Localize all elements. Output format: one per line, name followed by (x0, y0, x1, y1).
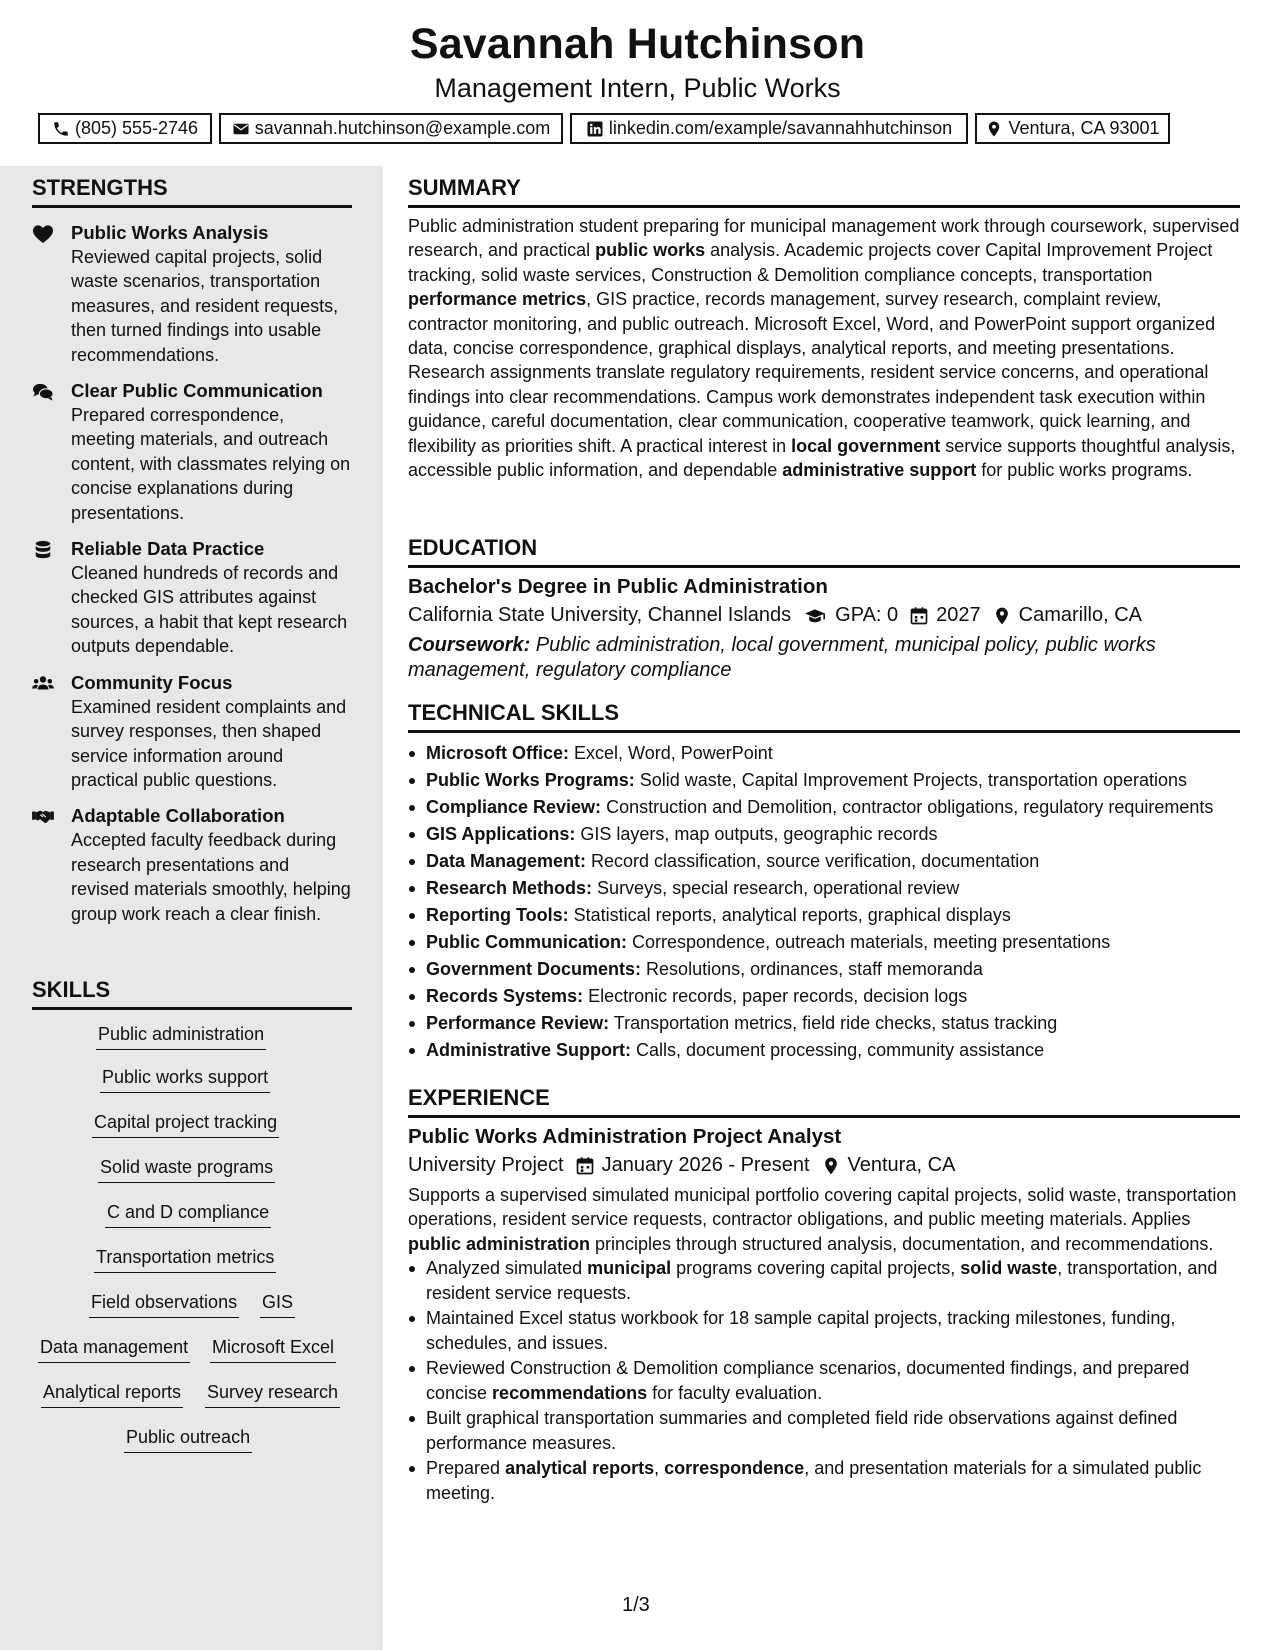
skill-values: Electronic records, paper records, decision logs (583, 986, 968, 1006)
skill-tag: Transportation metrics (94, 1247, 276, 1273)
text-run: , (654, 1458, 665, 1479)
coursework-label: Coursework: (408, 634, 531, 656)
skill-tag: Solid waste programs (98, 1157, 275, 1183)
summary-text (408, 214, 1240, 482)
technical-skill-item (408, 849, 1240, 873)
summary-heading: SUMMARY (408, 175, 1240, 208)
text-run: principles through structured analysis, documentation, and recommendations. (590, 1233, 1214, 1254)
job-location: Ventura, CA (847, 1154, 956, 1176)
strength-title: Adaptable Collaboration (71, 805, 285, 827)
text-run: for public works programs. (976, 460, 1193, 481)
strength-description: Cleaned hundreds of records and checked GIS attributes against sources, a habit that kept research outputs dependable. (71, 563, 348, 657)
skill-values: Transportation metrics, field ride checks, status tracking (609, 1013, 1058, 1033)
skills-section (32, 977, 352, 1010)
map-pin-icon (821, 1156, 841, 1176)
strength-item (32, 671, 352, 793)
linkedin-contact[interactable] (570, 113, 968, 144)
skill-tag: Public administration (96, 1024, 266, 1050)
candidate-title: Management Intern, Public Works (434, 73, 841, 103)
strength-description: Reviewed capital projects, solid waste scenarios, transportation measures, and resident requests, then turned findings into usable recommendations. (71, 247, 339, 365)
skill-values: Resolutions, ordinances, staff memoranda (641, 959, 983, 979)
skill-category: Records Systems: (426, 986, 584, 1006)
envelope-icon (232, 120, 250, 138)
technical-skill-item (408, 957, 1240, 981)
skill-values: Statistical reports, analytical reports, graphical displays (568, 905, 1011, 925)
text-run: for faculty evaluation. (647, 1382, 823, 1403)
technical-skill-item (408, 1011, 1240, 1035)
skill-values: Calls, document processing, community assistance (631, 1040, 1045, 1060)
coursework (408, 633, 1240, 682)
graduation-cap-icon (802, 606, 828, 626)
linkedin-icon (586, 120, 604, 138)
text-run: , transportation, and resident service requests. (426, 1258, 1218, 1303)
skill-category: Public Works Programs: (426, 770, 635, 790)
users-icon (32, 674, 54, 694)
technical-skills-heading: TECHNICAL SKILLS (408, 700, 1240, 733)
skill-values: Construction and Demolition, contractor obligations, regulatory requirements (601, 797, 1214, 817)
strength-title: Public Works Analysis (71, 222, 269, 243)
technical-skills-list (408, 741, 1240, 1062)
skill-category: GIS Applications: (426, 824, 576, 844)
phone-icon (52, 120, 70, 138)
bold-keyword: local government (791, 435, 941, 456)
comments-icon (32, 382, 54, 402)
technical-skill-item (408, 1038, 1240, 1062)
skill-tag: GIS (260, 1292, 295, 1318)
linkedin-text: linkedin.com/example/savannahhutchinson (608, 118, 953, 138)
strength-item (32, 804, 352, 926)
job-dates: January 2026 - Present (601, 1154, 810, 1176)
skill-values: Excel, Word, PowerPoint (569, 743, 773, 763)
technical-skill-item (408, 822, 1240, 846)
skill-values: Solid waste, Capital Improvement Projects, transportation operations (634, 770, 1188, 790)
skills-heading: SKILLS (32, 977, 352, 1010)
technical-skill-item (408, 984, 1240, 1008)
skill-values: Surveys, special research, operational review (592, 878, 960, 898)
skill-tag: Analytical reports (41, 1382, 183, 1408)
skill-tag: Public works support (100, 1067, 270, 1093)
experience-bullet (408, 1256, 1240, 1305)
page-number: 1/3 (622, 1594, 650, 1616)
experience-section (408, 1085, 1240, 1506)
strength-title: Community Focus (71, 671, 233, 693)
strengths-section (32, 175, 352, 926)
email-text: savannah.hutchinson@example.com (254, 118, 551, 138)
technical-skill-item (408, 930, 1240, 954)
location-text: Ventura, CA 93001 (1008, 118, 1160, 138)
education-section (408, 535, 1240, 682)
text-run: service supports thoughtful analysis, accessible public information, and dependable (408, 435, 1236, 481)
bold-keyword: public administration (408, 1233, 591, 1254)
gpa-value: GPA: 0 (835, 604, 899, 626)
strength-title: Reliable Data Practice (71, 538, 265, 560)
skill-tag: Field observations (89, 1292, 239, 1318)
skill-category: Reporting Tools: (426, 905, 569, 925)
graduation-year: 2027 (936, 604, 981, 626)
heart-icon (32, 224, 54, 244)
technical-skill-item (408, 876, 1240, 900)
experience-meta (408, 1154, 1240, 1177)
candidate-name: Savannah Hutchinson (409, 20, 866, 68)
school-location: Camarillo, CA (1018, 604, 1143, 626)
text-run: Supports a supervised simulated municipal portfolio covering capital projects, solid waste, transportation operations, resident service requests, contractor obligations, and public meeting materials. Applies (408, 1185, 1237, 1230)
bold-keyword: solid waste (960, 1258, 1058, 1279)
job-title: Public Works Administration Project Analyst (408, 1125, 842, 1148)
resume-header (0, 0, 1275, 166)
email-contact[interactable] (219, 113, 563, 144)
bold-keyword: analytical reports (505, 1458, 655, 1479)
skill-values: Record classification, source verification, documentation (586, 851, 1040, 871)
skill-category: Government Documents: (426, 959, 642, 979)
text-run: Maintained Excel status workbook for 18 sample capital projects, tracking milestones, funding, schedules, and issues. (426, 1308, 1176, 1353)
skill-tag: Capital project tracking (92, 1112, 279, 1138)
technical-skill-item (408, 741, 1240, 765)
bold-keyword: municipal (587, 1258, 672, 1279)
technical-skills-section (408, 700, 1240, 1065)
skill-values: Correspondence, outreach materials, meeting presentations (627, 932, 1111, 952)
sidebar (0, 166, 383, 1650)
skill-category: Public Communication: (426, 932, 628, 952)
bold-keyword: performance metrics (408, 289, 587, 310)
skill-tag: C and D compliance (105, 1202, 271, 1228)
experience-heading: EXPERIENCE (408, 1085, 1240, 1118)
text-run: Built graphical transportation summaries and completed field ride observations against defined performance measures. (426, 1408, 1178, 1453)
bold-keyword: administrative support (782, 460, 977, 481)
skill-category: Microsoft Office: (426, 743, 570, 763)
skill-category: Data Management: (426, 851, 587, 871)
text-run: , and presentation materials for a simulated public meeting. (426, 1458, 1202, 1503)
summary-section (408, 175, 1240, 482)
skill-tag: Microsoft Excel (210, 1337, 336, 1363)
strength-description: Examined resident complaints and survey responses, then shaped service information around practical public questions. (71, 696, 347, 790)
skill-tag: Public outreach (124, 1427, 252, 1453)
technical-skill-item (408, 795, 1240, 819)
skill-category: Research Methods: (426, 878, 593, 898)
organization: University Project (408, 1154, 564, 1176)
location-contact (975, 113, 1170, 144)
coursework-list: Public administration, local government, municipal policy, public works management, regulatory compliance (408, 634, 1156, 681)
calendar-icon (575, 1156, 595, 1176)
text-run: Public administration student preparing for municipal management work through coursework, supervised research, and practical (408, 216, 1240, 261)
strength-item (32, 537, 352, 659)
text-run: Prepared (426, 1458, 506, 1479)
skill-category: Compliance Review: (426, 797, 602, 817)
text-run: analysis. Academic projects cover Capital Improvement Project tracking, solid waste services, Construction & Demolition compliance concepts, transportation (408, 240, 1213, 285)
skill-tag: Survey research (205, 1382, 340, 1408)
phone-contact[interactable] (38, 113, 212, 144)
strength-description: Accepted faculty feedback during research presentations and revised materials smoothly, helping group work reach a clear finish. (71, 830, 351, 924)
experience-bullet (408, 1356, 1240, 1405)
education-heading: EDUCATION (408, 535, 1240, 568)
skill-values: GIS layers, map outputs, geographic records (575, 824, 938, 844)
technical-skill-item (408, 768, 1240, 792)
experience-intro (408, 1183, 1240, 1256)
degree-title: Bachelor's Degree in Public Administration (408, 575, 828, 598)
text-run: , GIS practice, records management, survey research, complaint review, contractor monitoring, and public outreach. Microsoft Excel, Word, and PowerPoint support organized data, concise correspondence, graphical displays, analytical reports, and meeting presentations. Research assignments translate regulatory requirements, resident service concerns, and operational findings into clear recommendations. Campus work demonstrates independent task execution within guidance, careful documentation, clear communication, cooperative teamwork, quick learning, and flexibility as priorities shift. A practical interest in (408, 289, 1216, 456)
strength-item (32, 379, 352, 525)
text-run: Reviewed Construction & Demolition compliance scenarios, documented findings, and prepared concise (426, 1358, 1190, 1403)
bold-keyword: recommendations (492, 1382, 648, 1403)
phone-text: (805) 555-2746 (74, 118, 199, 138)
text-run: programs covering capital projects, (671, 1258, 961, 1279)
education-meta (408, 604, 1240, 627)
handshake-icon (32, 807, 54, 827)
experience-bullet (408, 1306, 1240, 1355)
text-run: Analyzed simulated (426, 1258, 588, 1279)
calendar-icon (909, 606, 929, 626)
bold-keyword: correspondence (664, 1458, 805, 1479)
strength-item (32, 221, 352, 367)
skill-category: Administrative Support: (426, 1040, 632, 1060)
bold-keyword: public works (595, 240, 706, 261)
school-name: California State University, Channel Islands (408, 604, 792, 626)
skill-tag: Data management (38, 1337, 190, 1363)
strength-description: Prepared correspondence, meeting materials, and outreach content, with classmates relying on concise explanations during presentations. (71, 405, 351, 523)
strengths-heading: STRENGTHS (32, 175, 352, 208)
technical-skill-item (408, 903, 1240, 927)
strength-title: Clear Public Communication (71, 380, 323, 402)
experience-bullet (408, 1456, 1240, 1505)
map-pin-icon (992, 606, 1012, 626)
skill-category: Performance Review: (426, 1013, 610, 1033)
experience-bullets (408, 1256, 1240, 1505)
map-pin-icon (985, 120, 1003, 138)
experience-bullet (408, 1406, 1240, 1455)
database-icon (32, 540, 54, 560)
